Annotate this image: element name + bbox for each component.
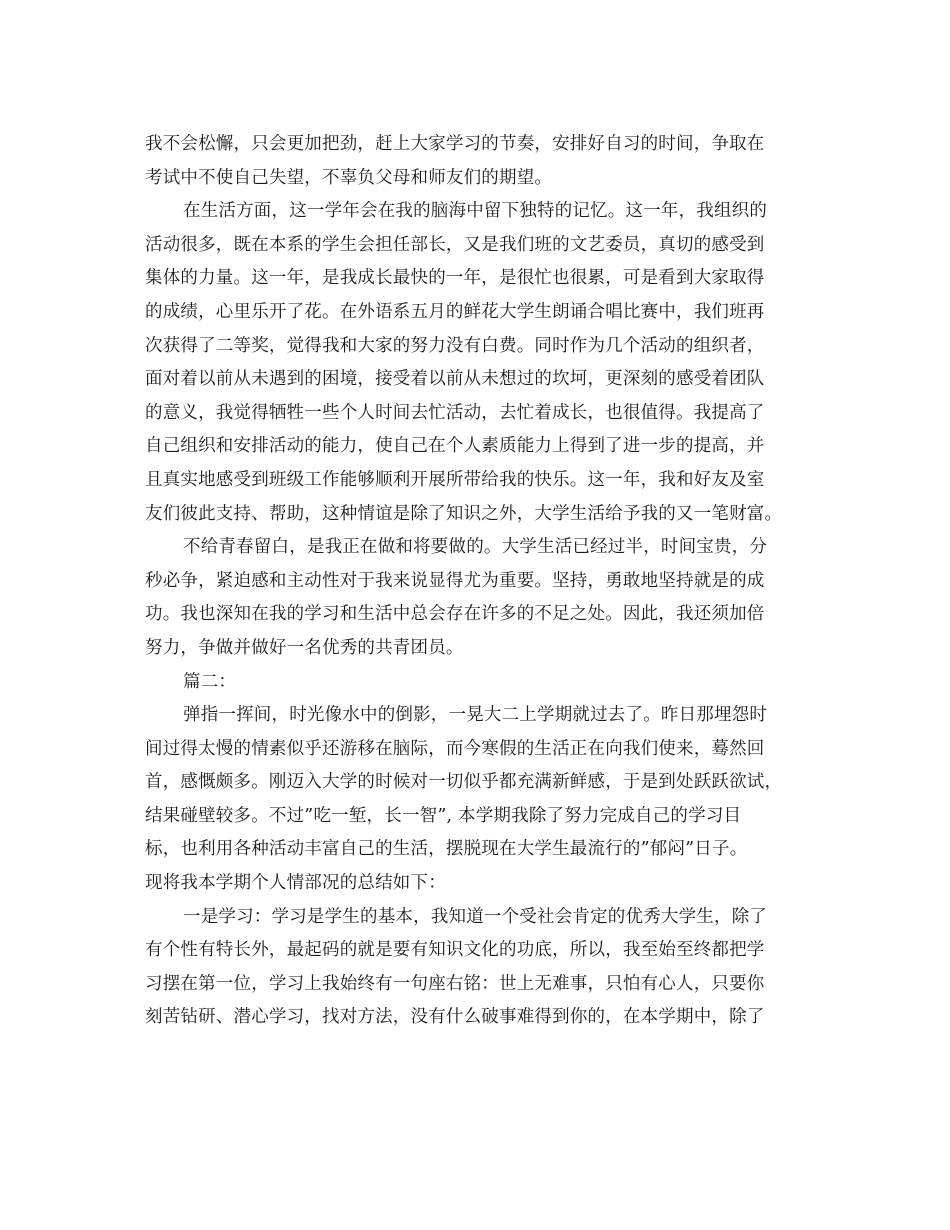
text-line: 不给青春留白，是我正在做和将要做的。大学生活已经过半，时间宝贵，分 <box>183 537 768 558</box>
text-line: 秒必争，紧迫感和主动性对于我来说显得尤为重要。坚持，勇敢地坚持就是的成 <box>145 570 765 591</box>
document-body <box>145 128 810 1035</box>
text-line: 的意义，我觉得牺牲一些个人时间去忙活动，去忙着成长，也很值得。我提高了 <box>145 402 765 423</box>
text-line: 的成绩，心里乐开了花。在外语系五月的鲜花大学生朗诵合唱比赛中，我们班再 <box>145 301 765 322</box>
text-line: 有个性有特长外，最起码的就是要有知识文化的功底，所以，我至始至终都把学 <box>145 940 765 961</box>
text-line: 自己组织和安排活动的能力，使自己在个人素质能力上得到了进一步的提高，并 <box>145 436 765 457</box>
text-line: 集体的力量。这一年，是我成长最快的一年，是很忙也很累，可是看到大家取得 <box>145 268 765 289</box>
text-line: 且真实地感受到班级工作能够顺利开展所带给我的快乐。这一年，我和好友及室 <box>145 469 765 490</box>
text-line: 我不会松懈，只会更加把劲，赶上大家学习的节奏，安排好自习的时间，争取在 <box>145 134 765 154</box>
text-line: 标，也利用各种活动丰富自己的生活，摆脱现在大学生最流行的”郁闷”日子。 <box>145 839 748 860</box>
text-line: 篇二： <box>183 671 237 692</box>
text-line: 一是学习：学习是学生的基本，我知道一个受社会肯定的优秀大学生，除了 <box>183 906 768 927</box>
text-line: 首，感慨颇多。刚迈入大学的时候对一切似乎都充满新鲜感，于是到处跃跃欲试， <box>145 772 783 793</box>
text-line: 现将我本学期个人情部况的总结如下： <box>145 873 446 894</box>
text-line: 功。我也深知在我的学习和生活中总会存在许多的不足之处。因此，我还须加倍 <box>145 604 765 625</box>
text-line: 友们彼此支持、帮助，这种情谊是除了知识之外，大学生活给予我的又一笔财富。 <box>145 503 783 524</box>
text-line: 弹指一挥间，时光像水中的倒影，一晃大二上学期就过去了。昨日那埋怨时 <box>183 705 768 726</box>
text-line: 面对着以前从未遇到的困境，接受着以前从未想过的坎坷，更深刻的感受着团队 <box>145 369 765 390</box>
text-line: 间过得太慢的情素似乎还游移在脑际，而今寒假的生活正在向我们使来，蓦然回 <box>145 738 765 759</box>
text-line: 活动很多，既在本系的学生会担任部长，又是我们班的文艺委员，真切的感受到 <box>145 234 765 255</box>
text-line: 努力，争做并做好一名优秀的共青团员。 <box>145 637 464 658</box>
text-line: 次获得了二等奖，觉得我和大家的努力没有白费。同时作为几个活动的组织者， <box>145 335 765 356</box>
text-line: 在生活方面，这一学年会在我的脑海中留下独特的记忆。这一年，我组织的 <box>183 201 768 222</box>
text-line: 考试中不使自己失望，不辜负父母和师友们的期望。 <box>145 167 553 188</box>
text-line: 习摆在第一位，学习上我始终有一句座右铭：世上无难事，只怕有心人，只要你 <box>145 973 765 994</box>
text-line: 刻苦钻研、潜心学习，找对方法，没有什么破事难得到你的，在本学期中，除了 <box>145 1007 765 1028</box>
text-line: 结果碰壁较多。不过”吃一堑，长一智”, 本学期我除了努力完成自己的学习目 <box>145 805 742 826</box>
